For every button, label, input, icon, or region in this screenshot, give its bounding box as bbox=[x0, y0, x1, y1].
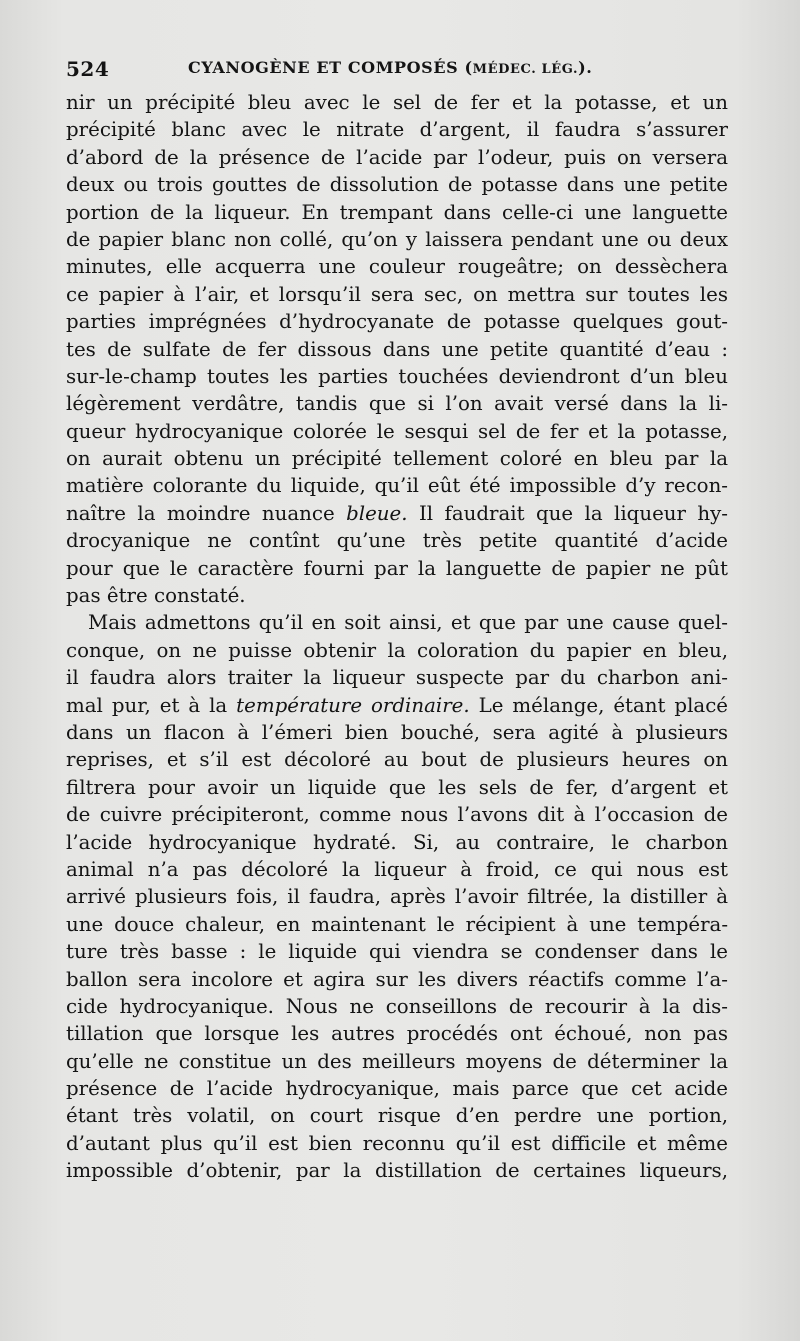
text-line: pas être constaté. bbox=[66, 584, 246, 608]
text-line bbox=[66, 692, 728, 719]
text-line: d’autant plus qu’il est bien reconnu qu’il est difficile et même bbox=[66, 1131, 728, 1155]
text-line: une douce chaleur, en maintenant le récipient à une tempéra- bbox=[66, 912, 728, 936]
text-line: matière colorante du liquide, qu’il eût été impossible d’y recon- bbox=[66, 474, 728, 498]
text-line bbox=[66, 500, 728, 527]
text-line: tes de sulfate de fer dissous dans une petite quantité d’eau : bbox=[66, 337, 728, 361]
text-line: filtrera pour avoir un liquide que les sels de fer, d’argent et bbox=[66, 775, 728, 799]
text-line: parties imprégnées d’hydrocyanate de potasse quelques gout- bbox=[66, 310, 728, 334]
text-line: drocyanique ne contînt qu’une très petite quantité d’acide bbox=[66, 529, 728, 553]
running-head-main: CYANOGÈNE ET COMPOSÉS ( bbox=[188, 58, 473, 77]
text-segment: Le mélange, étant placé bbox=[469, 693, 728, 717]
text-line: présence de l’acide hydrocyanique, mais parce que cet acide bbox=[66, 1077, 728, 1101]
text-line: de papier blanc non collé, qu’on y laissera pendant une ou deux bbox=[66, 227, 728, 251]
running-head bbox=[188, 58, 592, 77]
text-line: reprises, et s’il est décoloré au bout de plusieurs heures on bbox=[66, 748, 728, 772]
text-line: il faudra alors traiter la liqueur suspecte par du charbon ani- bbox=[66, 666, 728, 690]
text-line: nir un précipité bleu avec le sel de fer et la potasse, et un bbox=[66, 91, 728, 114]
text-line: ture très basse : le liquide qui viendra se condenser dans le bbox=[66, 940, 728, 964]
running-head-end: ). bbox=[578, 58, 593, 77]
text-line: minutes, elle acquerra une couleur rougeâtre; on dessèchera bbox=[66, 255, 728, 279]
italic-term: température ordinaire. bbox=[236, 693, 470, 717]
text-line: cide hydrocyanique. Nous ne conseillons de recourir à la dis- bbox=[66, 994, 728, 1018]
running-head-abbrev: MÉDEC. LÉG. bbox=[472, 62, 579, 77]
text-line: tillation que lorsque les autres procédés ont échoué, non pas bbox=[66, 1022, 728, 1046]
text-line: on aurait obtenu un précipité tellement coloré en bleu par la bbox=[66, 447, 728, 471]
text-line: ballon sera incolore et agira sur les divers réactifs comme l’a- bbox=[66, 967, 728, 991]
text-line: pour que le caractère fourni par la languette de papier ne pût bbox=[66, 556, 728, 580]
text-line: ce papier à l’air, et lorsqu’il sera sec, on mettra sur toutes les bbox=[66, 282, 728, 306]
page-header bbox=[66, 57, 736, 87]
text-line: impossible d’obtenir, par la distillation de certaines liqueurs, bbox=[66, 1159, 728, 1183]
text-line: de cuivre précipiteront, comme nous l’avons dit à l’occasion de bbox=[66, 803, 728, 827]
text-line: légèrement verdâtre, tandis que si l’on avait versé dans la li- bbox=[66, 392, 728, 416]
text-line: précipité blanc avec le nitrate d’argent, il faudra s’assurer bbox=[66, 118, 728, 142]
text-line: d’abord de la présence de l’acide par l’odeur, puis on versera bbox=[66, 145, 728, 169]
italic-term: bleue. bbox=[346, 501, 408, 525]
text-line: qu’elle ne constitue un des meilleurs moyens de déterminer la bbox=[66, 1049, 728, 1073]
text-line: animal n’a pas décoloré la liqueur à froid, ce qui nous est bbox=[66, 857, 728, 881]
text-segment: naître la moindre nuance bbox=[66, 501, 347, 525]
text-line: Mais admettons qu’il en soit ainsi, et que par une cause quel- bbox=[88, 611, 728, 635]
text-line: deux ou trois gouttes de dissolution de potasse dans une petite bbox=[66, 173, 728, 197]
text-line: portion de la liqueur. En trempant dans celle-ci une languette bbox=[66, 200, 728, 224]
text-line: conque, on ne puisse obtenir la coloration du papier en bleu, bbox=[66, 638, 728, 662]
body-text bbox=[66, 89, 728, 1185]
text-line: étant très volatil, on court risque d’en perdre une portion, bbox=[66, 1104, 728, 1128]
text-line: dans un flacon à l’émeri bien bouché, sera agité à plusieurs bbox=[66, 720, 728, 744]
text-segment: Il faudrait que la liqueur hy- bbox=[407, 501, 728, 525]
page-number: 524 bbox=[66, 57, 110, 81]
text-segment: mal pur, et à la bbox=[66, 693, 237, 717]
text-line: l’acide hydrocyanique hydraté. Si, au contraire, le charbon bbox=[66, 830, 728, 854]
text-line: arrivé plusieurs fois, il faudra, après l’avoir filtrée, la distiller à bbox=[66, 885, 728, 909]
text-line: sur-le-champ toutes les parties touchées deviendront d’un bleu bbox=[66, 364, 728, 388]
text-line: queur hydrocyanique colorée le sesqui sel de fer et la potasse, bbox=[66, 419, 728, 443]
